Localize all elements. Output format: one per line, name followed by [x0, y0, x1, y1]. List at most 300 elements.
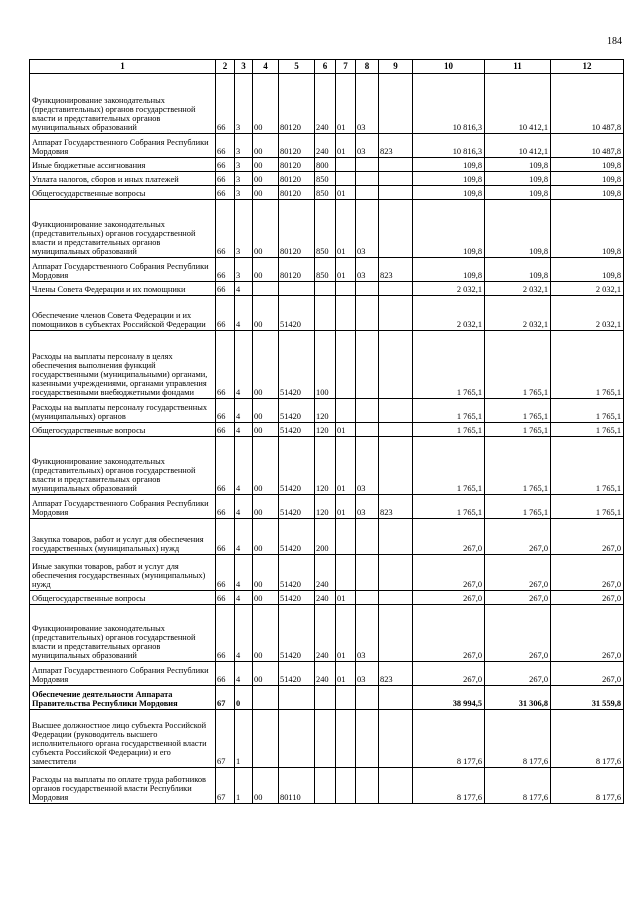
cell-description: Общегосударственные вопросы	[30, 591, 216, 605]
cell-code-7: 01	[336, 134, 356, 158]
cell-code-2: 67	[216, 710, 235, 768]
cell-code-6: 120	[315, 437, 336, 495]
cell-code-2: 66	[216, 519, 235, 555]
cell-amount-10: 1 765,1	[413, 331, 485, 399]
cell-code-7	[336, 519, 356, 555]
cell-code-7: 01	[336, 662, 356, 686]
cell-code-8	[356, 710, 379, 768]
cell-code-3: 4	[235, 591, 253, 605]
cell-code-5: 80120	[279, 258, 315, 282]
cell-code-3: 3	[235, 158, 253, 172]
cell-amount-12: 2 032,1	[551, 296, 624, 331]
cell-description: Уплата налогов, сборов и иных платежей	[30, 172, 216, 186]
cell-code-8	[356, 399, 379, 423]
cell-amount-10: 1 765,1	[413, 399, 485, 423]
cell-code-5: 80120	[279, 134, 315, 158]
cell-code-9	[379, 710, 413, 768]
cell-code-3: 3	[235, 200, 253, 258]
cell-code-5: 51420	[279, 437, 315, 495]
table-row	[30, 710, 624, 768]
cell-code-8	[356, 519, 379, 555]
cell-amount-12: 1 765,1	[551, 331, 624, 399]
cell-code-3: 4	[235, 423, 253, 437]
cell-code-2: 66	[216, 495, 235, 519]
cell-code-9	[379, 605, 413, 662]
cell-code-2: 66	[216, 555, 235, 591]
cell-code-4: 00	[253, 186, 279, 200]
table-row	[30, 605, 624, 662]
cell-amount-10: 8 177,6	[413, 710, 485, 768]
cell-code-6: 200	[315, 519, 336, 555]
cell-amount-10: 1 765,1	[413, 437, 485, 495]
cell-code-3: 4	[235, 296, 253, 331]
cell-amount-11: 267,0	[485, 555, 551, 591]
cell-description: Иные закупки товаров, работ и услуг для обеспечения государственных (муниципальных) нужд	[30, 555, 216, 591]
cell-code-9	[379, 172, 413, 186]
cell-amount-11: 2 032,1	[485, 282, 551, 296]
cell-description: Члены Совета Федерации и их помощники	[30, 282, 216, 296]
cell-code-6: 120	[315, 399, 336, 423]
cell-amount-12: 267,0	[551, 662, 624, 686]
cell-code-9	[379, 399, 413, 423]
cell-code-3: 3	[235, 134, 253, 158]
cell-code-8: 03	[356, 258, 379, 282]
cell-amount-12: 1 765,1	[551, 423, 624, 437]
cell-code-8	[356, 296, 379, 331]
cell-amount-12: 10 487,8	[551, 134, 624, 158]
cell-code-9	[379, 555, 413, 591]
cell-amount-10: 267,0	[413, 591, 485, 605]
cell-amount-12: 267,0	[551, 519, 624, 555]
cell-code-8	[356, 555, 379, 591]
table-row	[30, 686, 624, 710]
cell-code-2: 66	[216, 399, 235, 423]
cell-amount-11: 1 765,1	[485, 437, 551, 495]
cell-code-4: 00	[253, 495, 279, 519]
cell-code-6: 240	[315, 555, 336, 591]
cell-code-6	[315, 282, 336, 296]
cell-code-4: 00	[253, 258, 279, 282]
cell-amount-11: 109,8	[485, 158, 551, 172]
cell-code-9	[379, 686, 413, 710]
cell-code-8: 03	[356, 495, 379, 519]
cell-code-7	[336, 555, 356, 591]
cell-code-4: 00	[253, 591, 279, 605]
cell-amount-11: 10 412,1	[485, 74, 551, 134]
cell-code-8	[356, 158, 379, 172]
cell-code-7: 01	[336, 495, 356, 519]
cell-code-4	[253, 710, 279, 768]
cell-amount-12: 267,0	[551, 605, 624, 662]
cell-description: Аппарат Государственного Собрания Республики Мордовия	[30, 258, 216, 282]
cell-code-7: 01	[336, 423, 356, 437]
cell-description: Расходы на выплаты персоналу в целях обеспечения выполнения функций государственными (муниципальными) органами, казенными учреждениями, органами управления государственными внебюджетными фондами	[30, 331, 216, 399]
cell-code-7	[336, 686, 356, 710]
cell-code-3: 3	[235, 186, 253, 200]
cell-code-8: 03	[356, 605, 379, 662]
cell-code-2: 66	[216, 605, 235, 662]
cell-code-5	[279, 282, 315, 296]
cell-code-7	[336, 296, 356, 331]
cell-amount-11: 8 177,6	[485, 710, 551, 768]
cell-amount-10: 10 816,3	[413, 134, 485, 158]
cell-code-4: 00	[253, 134, 279, 158]
budget-table	[29, 59, 624, 804]
table-row	[30, 555, 624, 591]
cell-code-6: 850	[315, 258, 336, 282]
cell-code-6: 120	[315, 423, 336, 437]
cell-code-9: 823	[379, 662, 413, 686]
cell-code-2: 67	[216, 686, 235, 710]
cell-code-2: 66	[216, 331, 235, 399]
cell-code-2: 66	[216, 134, 235, 158]
cell-amount-11: 267,0	[485, 519, 551, 555]
cell-code-9	[379, 437, 413, 495]
cell-description: Аппарат Государственного Собрания Республики Мордовия	[30, 495, 216, 519]
cell-code-2: 66	[216, 200, 235, 258]
cell-amount-12: 109,8	[551, 186, 624, 200]
cell-amount-10: 1 765,1	[413, 495, 485, 519]
cell-code-3: 4	[235, 495, 253, 519]
cell-code-4: 00	[253, 74, 279, 134]
cell-amount-12: 109,8	[551, 200, 624, 258]
cell-code-9	[379, 296, 413, 331]
cell-code-7	[336, 399, 356, 423]
cell-code-5	[279, 710, 315, 768]
cell-amount-10: 2 032,1	[413, 282, 485, 296]
cell-code-9	[379, 519, 413, 555]
cell-code-2: 66	[216, 296, 235, 331]
cell-code-9: 823	[379, 134, 413, 158]
cell-code-7: 01	[336, 591, 356, 605]
cell-amount-11: 2 032,1	[485, 296, 551, 331]
cell-code-5: 80120	[279, 172, 315, 186]
column-header-2: 2	[216, 60, 235, 74]
cell-code-5: 51420	[279, 331, 315, 399]
cell-code-7	[336, 158, 356, 172]
cell-code-2: 66	[216, 282, 235, 296]
cell-amount-11: 267,0	[485, 605, 551, 662]
cell-code-3: 3	[235, 258, 253, 282]
cell-code-2: 66	[216, 158, 235, 172]
cell-amount-11: 109,8	[485, 172, 551, 186]
cell-code-3: 0	[235, 686, 253, 710]
cell-code-8	[356, 186, 379, 200]
cell-code-4: 00	[253, 399, 279, 423]
table-row	[30, 591, 624, 605]
cell-code-3: 4	[235, 662, 253, 686]
cell-amount-10: 267,0	[413, 605, 485, 662]
cell-code-6: 240	[315, 591, 336, 605]
cell-code-2: 66	[216, 74, 235, 134]
cell-code-4: 00	[253, 555, 279, 591]
table-row	[30, 331, 624, 399]
cell-code-8	[356, 331, 379, 399]
cell-code-6	[315, 768, 336, 804]
cell-description: Аппарат Государственного Собрания Республики Мордовия	[30, 662, 216, 686]
column-header-11: 11	[485, 60, 551, 74]
cell-amount-11: 31 306,8	[485, 686, 551, 710]
cell-code-6: 240	[315, 662, 336, 686]
cell-code-2: 66	[216, 423, 235, 437]
cell-amount-10: 267,0	[413, 519, 485, 555]
cell-amount-10: 38 994,5	[413, 686, 485, 710]
cell-code-6: 240	[315, 74, 336, 134]
table-row	[30, 495, 624, 519]
cell-code-8	[356, 282, 379, 296]
cell-code-2: 66	[216, 172, 235, 186]
cell-code-8: 03	[356, 437, 379, 495]
cell-code-4: 00	[253, 331, 279, 399]
cell-code-3: 4	[235, 555, 253, 591]
cell-code-3: 4	[235, 331, 253, 399]
column-header-5: 5	[279, 60, 315, 74]
cell-code-9	[379, 74, 413, 134]
cell-code-7	[336, 172, 356, 186]
table-row	[30, 662, 624, 686]
cell-code-3: 4	[235, 282, 253, 296]
cell-code-3: 4	[235, 519, 253, 555]
cell-amount-10: 267,0	[413, 555, 485, 591]
cell-amount-12: 267,0	[551, 591, 624, 605]
cell-code-6: 850	[315, 186, 336, 200]
cell-code-3: 1	[235, 768, 253, 804]
table-row	[30, 519, 624, 555]
cell-code-5: 51420	[279, 296, 315, 331]
cell-amount-12: 109,8	[551, 158, 624, 172]
table-row	[30, 282, 624, 296]
table-row	[30, 172, 624, 186]
column-header-12: 12	[551, 60, 624, 74]
cell-code-8: 03	[356, 200, 379, 258]
cell-code-9	[379, 591, 413, 605]
column-header-10: 10	[413, 60, 485, 74]
cell-description: Аппарат Государственного Собрания Республики Мордовия	[30, 134, 216, 158]
cell-code-9	[379, 282, 413, 296]
cell-amount-11: 109,8	[485, 200, 551, 258]
cell-code-4	[253, 282, 279, 296]
table-row	[30, 186, 624, 200]
cell-amount-11: 109,8	[485, 186, 551, 200]
cell-description: Общегосударственные вопросы	[30, 423, 216, 437]
column-header-7: 7	[336, 60, 356, 74]
table-row	[30, 158, 624, 172]
cell-amount-12: 109,8	[551, 172, 624, 186]
cell-code-4: 00	[253, 437, 279, 495]
cell-code-3: 3	[235, 172, 253, 186]
cell-code-8: 03	[356, 74, 379, 134]
cell-code-8: 03	[356, 134, 379, 158]
cell-code-7: 01	[336, 258, 356, 282]
cell-code-9	[379, 200, 413, 258]
cell-code-6	[315, 710, 336, 768]
cell-amount-10: 1 765,1	[413, 423, 485, 437]
cell-code-7	[336, 710, 356, 768]
cell-code-2: 66	[216, 258, 235, 282]
cell-code-5: 80120	[279, 158, 315, 172]
column-header-9: 9	[379, 60, 413, 74]
cell-code-7: 01	[336, 200, 356, 258]
cell-amount-12: 267,0	[551, 555, 624, 591]
cell-description: Закупка товаров, работ и услуг для обеспечения государственных (муниципальных) нужд	[30, 519, 216, 555]
column-header-4: 4	[253, 60, 279, 74]
cell-code-5: 51420	[279, 662, 315, 686]
cell-code-2: 66	[216, 662, 235, 686]
cell-amount-11: 1 765,1	[485, 423, 551, 437]
cell-code-3: 4	[235, 437, 253, 495]
cell-code-6	[315, 296, 336, 331]
cell-code-9: 823	[379, 495, 413, 519]
cell-code-5: 80110	[279, 768, 315, 804]
cell-amount-12: 8 177,6	[551, 768, 624, 804]
cell-amount-10: 2 032,1	[413, 296, 485, 331]
cell-description: Обеспечение членов Совета Федерации и их помощников в субъектах Российской Федерации	[30, 296, 216, 331]
cell-code-7	[336, 331, 356, 399]
cell-code-5	[279, 686, 315, 710]
table-row	[30, 74, 624, 134]
cell-code-5: 51420	[279, 591, 315, 605]
cell-code-7: 01	[336, 186, 356, 200]
cell-description: Обеспечение деятельности Аппарата Правительства Республики Мордовия	[30, 686, 216, 710]
cell-code-5: 80120	[279, 186, 315, 200]
cell-code-6: 850	[315, 200, 336, 258]
cell-amount-10: 10 816,3	[413, 74, 485, 134]
cell-amount-10: 109,8	[413, 186, 485, 200]
cell-amount-11: 1 765,1	[485, 495, 551, 519]
cell-code-4: 00	[253, 296, 279, 331]
cell-code-6: 120	[315, 495, 336, 519]
table-row	[30, 399, 624, 423]
cell-code-3: 1	[235, 710, 253, 768]
cell-code-2: 66	[216, 437, 235, 495]
cell-code-6: 100	[315, 331, 336, 399]
cell-description: Функционирование законодательных (представительных) органов государственной власти и представительных органов муниципальных образований	[30, 74, 216, 134]
cell-code-9	[379, 186, 413, 200]
cell-code-4: 00	[253, 158, 279, 172]
cell-amount-10: 109,8	[413, 158, 485, 172]
cell-code-4: 00	[253, 172, 279, 186]
column-header-6: 6	[315, 60, 336, 74]
cell-amount-10: 8 177,6	[413, 768, 485, 804]
cell-code-3: 3	[235, 74, 253, 134]
cell-code-5: 51420	[279, 605, 315, 662]
cell-description: Функционирование законодательных (представительных) органов государственной власти и представительных органов муниципальных образований	[30, 200, 216, 258]
cell-code-7: 01	[336, 437, 356, 495]
cell-code-6: 240	[315, 134, 336, 158]
cell-description: Расходы на выплаты персоналу государственных (муниципальных) органов	[30, 399, 216, 423]
cell-amount-10: 109,8	[413, 200, 485, 258]
table-row	[30, 296, 624, 331]
table-row	[30, 200, 624, 258]
cell-code-8	[356, 686, 379, 710]
cell-amount-11: 1 765,1	[485, 399, 551, 423]
cell-amount-12: 109,8	[551, 258, 624, 282]
cell-description: Расходы на выплаты по оплате труда работников органов государственной власти Республики Мордовия	[30, 768, 216, 804]
cell-amount-10: 109,8	[413, 172, 485, 186]
cell-code-5: 51420	[279, 423, 315, 437]
cell-code-9: 823	[379, 258, 413, 282]
cell-code-4	[253, 686, 279, 710]
cell-amount-12: 1 765,1	[551, 437, 624, 495]
cell-code-7	[336, 768, 356, 804]
cell-amount-10: 109,8	[413, 258, 485, 282]
cell-code-2: 66	[216, 186, 235, 200]
cell-code-5: 51420	[279, 495, 315, 519]
table-header	[30, 60, 624, 74]
cell-code-5: 80120	[279, 200, 315, 258]
cell-amount-12: 10 487,8	[551, 74, 624, 134]
cell-code-6	[315, 686, 336, 710]
cell-code-9	[379, 768, 413, 804]
cell-amount-12: 1 765,1	[551, 495, 624, 519]
cell-description: Функционирование законодательных (представительных) органов государственной власти и представительных органов муниципальных образований	[30, 605, 216, 662]
cell-amount-12: 2 032,1	[551, 282, 624, 296]
cell-code-8	[356, 423, 379, 437]
page-number: 184	[607, 36, 622, 47]
cell-amount-11: 267,0	[485, 662, 551, 686]
cell-amount-10: 267,0	[413, 662, 485, 686]
cell-code-5: 51420	[279, 555, 315, 591]
cell-code-4: 00	[253, 605, 279, 662]
cell-code-8	[356, 172, 379, 186]
cell-code-3: 4	[235, 605, 253, 662]
cell-code-8	[356, 768, 379, 804]
table-row	[30, 437, 624, 495]
cell-description: Высшее должностное лицо субъекта Российской Федерации (руководитель высшего исполнительного органа государственной власти субъекта Российской Федерации) и его заместители	[30, 710, 216, 768]
cell-code-2: 67	[216, 768, 235, 804]
cell-description: Функционирование законодательных (представительных) органов государственной власти и представительных органов муниципальных образований	[30, 437, 216, 495]
table-row	[30, 134, 624, 158]
cell-description: Общегосударственные вопросы	[30, 186, 216, 200]
column-header-1: 1	[30, 60, 216, 74]
table-row	[30, 768, 624, 804]
cell-code-4: 00	[253, 423, 279, 437]
cell-amount-11: 8 177,6	[485, 768, 551, 804]
cell-code-5: 51420	[279, 519, 315, 555]
cell-code-9	[379, 423, 413, 437]
cell-amount-11: 10 412,1	[485, 134, 551, 158]
cell-amount-12: 8 177,6	[551, 710, 624, 768]
cell-amount-12: 31 559,8	[551, 686, 624, 710]
cell-code-6: 240	[315, 605, 336, 662]
cell-code-4: 00	[253, 519, 279, 555]
cell-code-7	[336, 282, 356, 296]
cell-code-4: 00	[253, 200, 279, 258]
cell-amount-12: 1 765,1	[551, 399, 624, 423]
cell-code-3: 4	[235, 399, 253, 423]
table-row	[30, 423, 624, 437]
cell-code-6: 800	[315, 158, 336, 172]
column-header-8: 8	[356, 60, 379, 74]
table-body	[30, 74, 624, 804]
cell-code-4: 00	[253, 768, 279, 804]
cell-description: Иные бюджетные ассигнования	[30, 158, 216, 172]
cell-code-6: 850	[315, 172, 336, 186]
cell-code-4: 00	[253, 662, 279, 686]
cell-code-8: 03	[356, 662, 379, 686]
cell-code-9	[379, 158, 413, 172]
cell-code-7: 01	[336, 74, 356, 134]
cell-code-9	[379, 331, 413, 399]
cell-amount-11: 109,8	[485, 258, 551, 282]
cell-code-5: 51420	[279, 399, 315, 423]
cell-code-2: 66	[216, 591, 235, 605]
cell-amount-11: 267,0	[485, 591, 551, 605]
cell-code-5: 80120	[279, 74, 315, 134]
cell-code-7: 01	[336, 605, 356, 662]
cell-amount-11: 1 765,1	[485, 331, 551, 399]
cell-code-8	[356, 591, 379, 605]
